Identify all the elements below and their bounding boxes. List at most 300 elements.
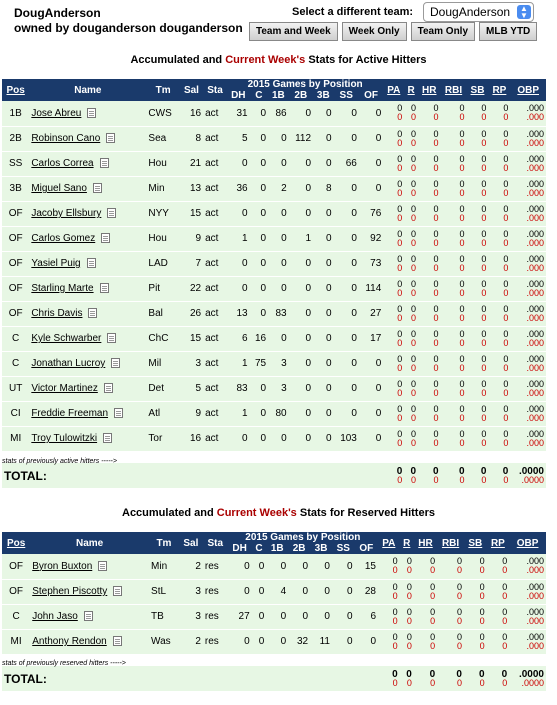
stat-rbi-cell bbox=[441, 201, 467, 226]
notes-icon[interactable] bbox=[100, 283, 109, 293]
current-week-value: 0 bbox=[430, 565, 436, 576]
col-header-r[interactable]: R bbox=[400, 532, 414, 554]
current-week-value: 0 bbox=[481, 437, 487, 448]
stat-pa-cell bbox=[383, 126, 404, 151]
current-week-value: 0 bbox=[392, 640, 398, 651]
stat-obp-cell bbox=[509, 579, 546, 604]
col-header-sta: Sta bbox=[203, 79, 227, 101]
name-cell bbox=[29, 301, 146, 326]
team-cell: TB bbox=[149, 604, 179, 629]
current-week-value: 0 bbox=[481, 412, 487, 423]
current-week-value: 0 bbox=[433, 312, 439, 323]
stat-pa-cell bbox=[383, 226, 404, 251]
col-header-sta: Sta bbox=[203, 532, 228, 554]
notes-icon[interactable] bbox=[93, 183, 102, 193]
current-week-value: 0 bbox=[503, 212, 509, 223]
notes-icon[interactable] bbox=[84, 611, 93, 621]
games-dh-cell: 0 bbox=[228, 554, 252, 579]
salary-cell: 7 bbox=[180, 251, 203, 276]
stat-pa-cell bbox=[383, 376, 404, 401]
stat-r-cell bbox=[400, 579, 414, 604]
pos-cell: 2B bbox=[2, 126, 29, 151]
games-b1-cell: 83 bbox=[268, 301, 289, 326]
player-link[interactable]: Carlos Gomez bbox=[31, 233, 96, 244]
current-week-value: 0 bbox=[459, 112, 465, 123]
games-b2-cell: 0 bbox=[289, 426, 313, 451]
mlb-ytd-button[interactable]: MLB YTD bbox=[479, 22, 537, 41]
accumulated-value: 0 bbox=[503, 153, 509, 164]
total-current-week-value: 0 bbox=[456, 677, 462, 688]
player-link[interactable]: Jacoby Ellsbury bbox=[31, 208, 102, 219]
current-week-value: 0 bbox=[502, 565, 508, 576]
name-cell bbox=[30, 579, 149, 604]
current-week-value: .000 bbox=[526, 640, 544, 651]
table-row bbox=[2, 579, 546, 604]
accumulated-value: 0 bbox=[410, 178, 416, 189]
games-c-cell: 0 bbox=[252, 579, 267, 604]
games-of-cell: 0 bbox=[359, 351, 383, 376]
current-week-value: 0 bbox=[433, 112, 439, 123]
accumulated-value: 0 bbox=[410, 303, 416, 314]
games-c-cell: 0 bbox=[250, 376, 269, 401]
current-week-value: 0 bbox=[481, 162, 487, 173]
col-header-sb[interactable]: SB bbox=[467, 79, 489, 101]
games-b3-cell: 0 bbox=[310, 579, 332, 604]
stat-obp-cell bbox=[509, 604, 546, 629]
stat-rp-cell bbox=[488, 126, 510, 151]
stat-r-cell bbox=[400, 604, 414, 629]
accumulated-value: 0 bbox=[397, 153, 403, 164]
current-week-value: 0 bbox=[410, 162, 416, 173]
stat-sb-cell bbox=[467, 176, 489, 201]
games-ss-cell: 0 bbox=[334, 101, 359, 126]
current-week-value: 0 bbox=[410, 312, 416, 323]
accumulated-value: 0 bbox=[430, 606, 436, 617]
stat-r-cell bbox=[404, 401, 418, 426]
notes-icon[interactable] bbox=[114, 408, 123, 418]
stat-rbi-cell bbox=[437, 554, 464, 579]
col-header-tm: Tm bbox=[146, 79, 179, 101]
games-ss-cell: 0 bbox=[334, 251, 359, 276]
stat-r-cell bbox=[404, 326, 418, 351]
week-only-button[interactable]: Week Only bbox=[342, 22, 407, 41]
stat-sb-cell bbox=[467, 401, 489, 426]
stat-r-cell bbox=[404, 101, 418, 126]
games-dh-cell: 83 bbox=[227, 376, 250, 401]
stat-pa-cell bbox=[383, 401, 404, 426]
pos-cell: CI bbox=[2, 401, 29, 426]
games-b2-cell: 0 bbox=[289, 251, 313, 276]
stat-rp-cell bbox=[488, 176, 510, 201]
accumulated-value: .000 bbox=[526, 606, 544, 617]
accumulated-value: 0 bbox=[481, 303, 487, 314]
player-link[interactable]: Troy Tulowitzki bbox=[31, 433, 98, 444]
status-cell: act bbox=[203, 126, 227, 151]
accumulated-value: 0 bbox=[481, 328, 487, 339]
player-link[interactable]: Jose Abreu bbox=[31, 107, 82, 119]
previous-reserved-note: stats of previously reserved hitters -----> bbox=[2, 660, 126, 667]
player-link[interactable]: Carlos Correa bbox=[31, 158, 94, 169]
stat-rp-cell bbox=[488, 326, 510, 351]
total-current-week-value: 0 bbox=[406, 677, 412, 688]
games-of-cell: 92 bbox=[359, 226, 383, 251]
current-week-value: .000 bbox=[526, 312, 544, 323]
games-ss-cell: 66 bbox=[334, 151, 359, 176]
player-link[interactable]: Starling Marte bbox=[31, 283, 94, 294]
stat-r-cell bbox=[404, 251, 418, 276]
team-cell: Hou bbox=[146, 226, 179, 251]
status-cell: act bbox=[203, 176, 227, 201]
current-week-value: 0 bbox=[406, 640, 412, 651]
current-week-value: 0 bbox=[397, 337, 403, 348]
salary-cell: 9 bbox=[180, 226, 203, 251]
games-b3-cell: 8 bbox=[313, 176, 334, 201]
games-ss-cell: 0 bbox=[334, 226, 359, 251]
accumulated-value: 0 bbox=[481, 428, 487, 439]
col-header-pa[interactable]: PA bbox=[383, 79, 404, 101]
col-header-sb[interactable]: SB bbox=[464, 532, 487, 554]
notes-icon[interactable] bbox=[111, 358, 120, 368]
col-header-sal: Sal bbox=[180, 79, 203, 101]
total-current-week-value: .0000 bbox=[521, 474, 544, 485]
current-week-value: 0 bbox=[410, 412, 416, 423]
status-cell: act bbox=[203, 226, 227, 251]
stat-rp-cell bbox=[488, 226, 510, 251]
chevron-updown-icon: ▲ ▼ bbox=[517, 5, 531, 19]
pos-cell: OF bbox=[2, 201, 29, 226]
name-cell bbox=[29, 326, 146, 351]
stat-rbi-cell bbox=[441, 101, 467, 126]
col-header-name: Name bbox=[30, 532, 149, 554]
accumulated-value: .000 bbox=[526, 253, 544, 264]
stat-rp-cell bbox=[488, 351, 510, 376]
accumulated-value: 0 bbox=[481, 153, 487, 164]
stat-hr-cell bbox=[418, 201, 441, 226]
games-b2-cell: 0 bbox=[289, 401, 313, 426]
notes-icon[interactable] bbox=[113, 586, 122, 596]
team-cell: LAD bbox=[146, 251, 179, 276]
current-week-value: 0 bbox=[503, 237, 509, 248]
stat-rp-cell bbox=[488, 426, 510, 451]
accumulated-value: 0 bbox=[503, 128, 509, 139]
accumulated-value: 0 bbox=[433, 178, 439, 189]
accumulated-value: 0 bbox=[410, 378, 416, 389]
salary-cell: 21 bbox=[180, 151, 203, 176]
player-link[interactable]: Miguel Sano bbox=[31, 183, 87, 194]
games-c-cell: 0 bbox=[250, 101, 269, 126]
player-link[interactable]: Robinson Cano bbox=[31, 133, 101, 144]
games-b1-cell: 0 bbox=[268, 226, 289, 251]
current-week-value: 0 bbox=[481, 337, 487, 348]
pos-cell: C bbox=[2, 326, 29, 351]
notes-icon[interactable] bbox=[106, 133, 115, 143]
current-week-value: 0 bbox=[430, 640, 436, 651]
total-r-cell bbox=[400, 666, 414, 691]
col-header-hr[interactable]: HR bbox=[418, 79, 441, 101]
salary-cell: 8 bbox=[180, 126, 203, 151]
col-header-b3: 3B bbox=[310, 543, 332, 554]
games-dh-cell: 0 bbox=[228, 579, 252, 604]
stat-obp-cell bbox=[510, 401, 546, 426]
notes-icon[interactable] bbox=[103, 433, 112, 443]
games-b3-cell: 0 bbox=[313, 276, 334, 301]
stat-rbi-cell bbox=[441, 351, 467, 376]
accumulated-value: 0 bbox=[479, 581, 485, 592]
current-week-value: 0 bbox=[397, 437, 403, 448]
accumulated-value: 0 bbox=[503, 103, 509, 114]
player-link[interactable]: Byron Buxton bbox=[32, 560, 93, 572]
salary-cell: 15 bbox=[180, 326, 203, 351]
current-week-value: 0 bbox=[459, 162, 465, 173]
stat-rbi-cell bbox=[437, 604, 464, 629]
col-header-rbi[interactable]: RBI bbox=[441, 79, 467, 101]
current-week-value: 0 bbox=[433, 412, 439, 423]
accumulated-value: 0 bbox=[503, 178, 509, 189]
team-only-button[interactable]: Team Only bbox=[411, 22, 475, 41]
notes-icon[interactable] bbox=[98, 561, 107, 571]
accumulated-value: 0 bbox=[459, 328, 465, 339]
pos-cell: 3B bbox=[2, 176, 29, 201]
stat-rp-cell bbox=[488, 376, 510, 401]
stat-r-cell bbox=[404, 276, 418, 301]
col-header-pa[interactable]: PA bbox=[378, 532, 400, 554]
accumulated-value: 0 bbox=[433, 328, 439, 339]
games-b3-cell: 0 bbox=[313, 351, 334, 376]
stat-hr-cell bbox=[418, 251, 441, 276]
current-week-value: 0 bbox=[433, 187, 439, 198]
notes-icon[interactable] bbox=[88, 308, 97, 318]
team-and-week-button[interactable]: Team and Week bbox=[249, 22, 338, 41]
current-week-value: .000 bbox=[526, 187, 544, 198]
salary-cell: 3 bbox=[179, 604, 203, 629]
games-dh-cell: 0 bbox=[227, 251, 250, 276]
col-header-obp[interactable]: OBP bbox=[510, 79, 546, 101]
active-hitters-table bbox=[2, 79, 546, 488]
games-b1-cell: 0 bbox=[268, 201, 289, 226]
stat-obp-cell bbox=[510, 251, 546, 276]
team-cell: StL bbox=[149, 579, 179, 604]
current-week-value: 0 bbox=[459, 312, 465, 323]
accumulated-value: 0 bbox=[479, 606, 485, 617]
current-week-value: 0 bbox=[503, 412, 509, 423]
player-link[interactable]: Kyle Schwarber bbox=[31, 333, 102, 344]
pos-cell: C bbox=[2, 604, 30, 629]
total-accumulated-value: 0 bbox=[479, 668, 485, 680]
notes-icon[interactable] bbox=[104, 383, 113, 393]
team-cell: Min bbox=[146, 176, 179, 201]
team-cell: Sea bbox=[146, 126, 179, 151]
current-week-value: 0 bbox=[459, 262, 465, 273]
games-b1-cell: 80 bbox=[268, 401, 289, 426]
accumulated-value: 0 bbox=[459, 378, 465, 389]
col-header-b3: 3B bbox=[313, 90, 334, 101]
games-c-cell: 0 bbox=[250, 301, 269, 326]
notes-icon[interactable] bbox=[113, 636, 122, 646]
team-select[interactable] bbox=[423, 2, 534, 22]
col-header-pos[interactable]: Pos bbox=[2, 79, 29, 101]
games-c-cell: 0 bbox=[250, 276, 269, 301]
current-week-value: 0 bbox=[459, 387, 465, 398]
col-header-r[interactable]: R bbox=[404, 79, 418, 101]
stat-rbi-cell bbox=[441, 176, 467, 201]
name-cell bbox=[29, 351, 146, 376]
stat-pa-cell bbox=[383, 151, 404, 176]
view-buttons bbox=[249, 22, 537, 41]
current-week-value: 0 bbox=[397, 212, 403, 223]
player-link[interactable]: Anthony Rendon bbox=[32, 636, 107, 647]
games-b1-cell: 0 bbox=[268, 126, 289, 151]
notes-icon[interactable] bbox=[100, 158, 109, 168]
player-link[interactable]: Freddie Freeman bbox=[31, 408, 109, 419]
notes-icon[interactable] bbox=[107, 333, 116, 343]
accumulated-value: 0 bbox=[397, 278, 403, 289]
stat-obp-cell bbox=[510, 376, 546, 401]
col-header-rbi[interactable]: RBI bbox=[437, 532, 464, 554]
stat-obp-cell bbox=[510, 226, 546, 251]
player-link[interactable]: Yasiel Puig bbox=[31, 258, 81, 269]
stat-sb-cell bbox=[467, 276, 489, 301]
status-cell: act bbox=[203, 276, 227, 301]
current-week-value: 0 bbox=[456, 615, 462, 626]
current-week-value: .000 bbox=[526, 212, 544, 223]
total-accumulated-value: 0 bbox=[456, 668, 462, 680]
col-header-obp[interactable]: OBP bbox=[509, 532, 546, 554]
current-week-value: 0 bbox=[410, 362, 416, 373]
salary-cell: 16 bbox=[180, 426, 203, 451]
stat-obp-cell bbox=[510, 151, 546, 176]
stat-obp-cell bbox=[509, 629, 546, 654]
table-row bbox=[2, 301, 546, 326]
col-header-dh: DH bbox=[228, 543, 252, 554]
accumulated-value: 0 bbox=[459, 203, 465, 214]
accumulated-value: 0 bbox=[459, 278, 465, 289]
stat-pa-cell bbox=[383, 301, 404, 326]
pos-cell: OF bbox=[2, 301, 29, 326]
stat-obp-cell bbox=[509, 554, 546, 579]
current-week-value: 0 bbox=[459, 437, 465, 448]
stat-sb-cell bbox=[467, 101, 489, 126]
games-b1-cell: 0 bbox=[266, 629, 288, 654]
accumulated-value: 0 bbox=[503, 203, 509, 214]
current-week-value: 0 bbox=[503, 112, 509, 123]
player-link[interactable]: Jonathan Lucroy bbox=[31, 358, 106, 369]
col-header-pos[interactable]: Pos bbox=[2, 532, 30, 554]
table-row bbox=[2, 351, 546, 376]
name-cell bbox=[29, 251, 146, 276]
accumulated-value: 0 bbox=[481, 228, 487, 239]
table-row bbox=[2, 176, 546, 201]
stat-obp-cell bbox=[510, 276, 546, 301]
salary-cell: 5 bbox=[180, 376, 203, 401]
col-header-hr[interactable]: HR bbox=[414, 532, 437, 554]
current-week-value: 0 bbox=[503, 262, 509, 273]
games-b3-cell: 0 bbox=[310, 554, 332, 579]
games-b3-cell: 0 bbox=[313, 401, 334, 426]
notes-icon[interactable] bbox=[107, 208, 116, 218]
current-week-value: 0 bbox=[433, 137, 439, 148]
total-accumulated-value: .0000 bbox=[518, 668, 544, 680]
col-header-rp[interactable]: RP bbox=[488, 79, 510, 101]
total-current-week-value: 0 bbox=[481, 474, 487, 485]
col-header-sal: Sal bbox=[179, 532, 203, 554]
name-cell bbox=[29, 176, 146, 201]
games-ss-cell: 0 bbox=[334, 301, 359, 326]
current-week-value: 0 bbox=[433, 212, 439, 223]
player-link[interactable]: John Jaso bbox=[32, 611, 78, 622]
accumulated-value: 0 bbox=[397, 378, 403, 389]
games-b3-cell: 0 bbox=[313, 201, 334, 226]
stat-pa-cell bbox=[383, 251, 404, 276]
stat-rp-cell bbox=[487, 604, 510, 629]
games-c-cell: 0 bbox=[252, 629, 267, 654]
current-week-value: 0 bbox=[481, 212, 487, 223]
current-week-value: 0 bbox=[406, 590, 412, 601]
accumulated-value: 0 bbox=[410, 128, 416, 139]
games-dh-cell: 1 bbox=[227, 351, 250, 376]
accumulated-value: 0 bbox=[456, 581, 462, 592]
player-link[interactable]: Chris Davis bbox=[31, 308, 83, 319]
current-week-value: .000 bbox=[526, 262, 544, 273]
current-week-value: 0 bbox=[406, 565, 412, 576]
table-row bbox=[2, 426, 546, 451]
games-dh-cell: 31 bbox=[227, 101, 250, 126]
accumulated-value: 0 bbox=[397, 403, 403, 414]
player-link[interactable]: Stephen Piscotty bbox=[32, 586, 108, 597]
stat-r-cell bbox=[404, 126, 418, 151]
notes-icon[interactable] bbox=[101, 233, 110, 243]
total-rbi-cell bbox=[437, 666, 464, 691]
pos-cell: SS bbox=[2, 151, 29, 176]
notes-icon[interactable] bbox=[87, 108, 96, 118]
reserved-hitters-title: Accumulated and Current Week's Stats for Reserved Hitters bbox=[122, 507, 435, 519]
col-header-rp[interactable]: RP bbox=[487, 532, 510, 554]
notes-icon[interactable] bbox=[87, 258, 96, 268]
accumulated-value: 0 bbox=[481, 353, 487, 364]
games-b2-cell: 0 bbox=[289, 301, 313, 326]
table-row bbox=[2, 401, 546, 426]
games-b3-cell: 0 bbox=[313, 151, 334, 176]
games-b1-cell: 0 bbox=[266, 554, 288, 579]
games-of-cell: 0 bbox=[359, 426, 383, 451]
stat-r-cell bbox=[404, 226, 418, 251]
total-obp-cell bbox=[510, 463, 546, 488]
accumulated-value: 0 bbox=[481, 253, 487, 264]
accumulated-value: 0 bbox=[459, 253, 465, 264]
stat-obp-cell bbox=[510, 101, 546, 126]
player-link[interactable]: Victor Martinez bbox=[31, 383, 98, 394]
games-b2-cell: 0 bbox=[289, 201, 313, 226]
stat-pa-cell bbox=[383, 426, 404, 451]
stat-sb-cell bbox=[467, 301, 489, 326]
stat-r-cell bbox=[404, 176, 418, 201]
total-label: TOTAL: bbox=[2, 463, 383, 488]
games-b2-cell: 0 bbox=[289, 101, 313, 126]
status-cell: act bbox=[203, 376, 227, 401]
current-week-value: .000 bbox=[526, 137, 544, 148]
stat-rp-cell bbox=[488, 101, 510, 126]
games-of-cell: 15 bbox=[355, 554, 378, 579]
stat-hr-cell bbox=[418, 376, 441, 401]
active-hitters-title: Accumulated and Current Week's Stats for Active Hitters bbox=[130, 54, 427, 66]
stat-pa-cell bbox=[383, 101, 404, 126]
current-week-value: 0 bbox=[503, 162, 509, 173]
games-c-cell: 0 bbox=[250, 401, 269, 426]
stat-pa-cell bbox=[383, 176, 404, 201]
status-cell: act bbox=[203, 151, 227, 176]
table-row bbox=[2, 201, 546, 226]
accumulated-value: 0 bbox=[397, 128, 403, 139]
games-of-cell: 17 bbox=[359, 326, 383, 351]
